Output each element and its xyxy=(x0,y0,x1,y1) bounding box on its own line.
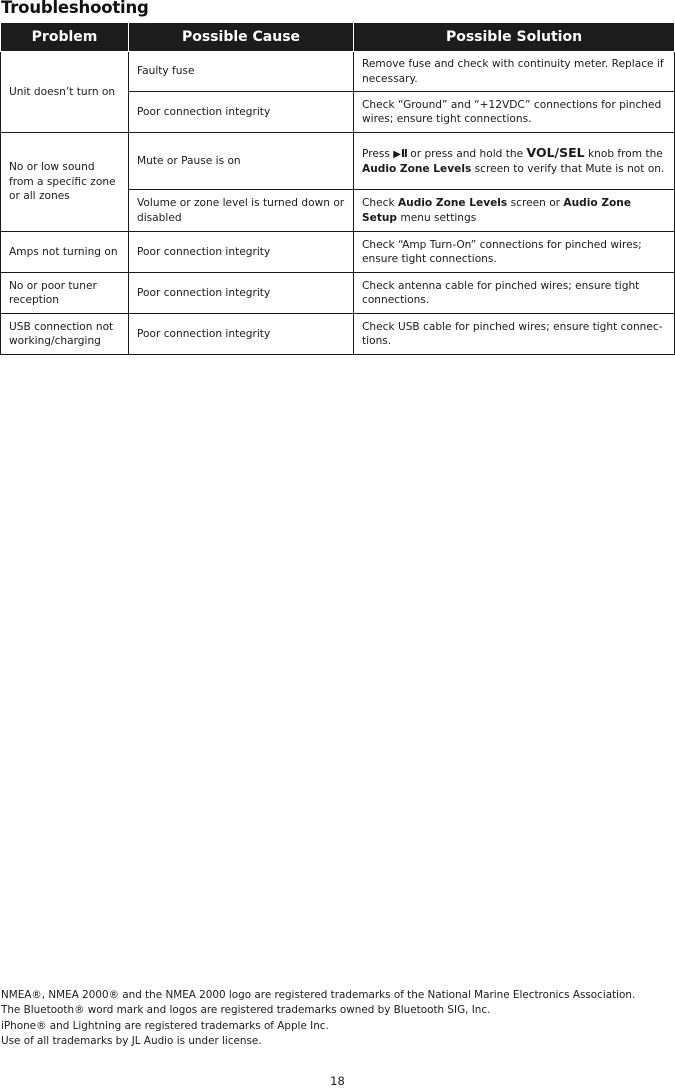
problem-cell: Amps not turning on xyxy=(1,232,129,273)
screen-name: Audio Zone Levels xyxy=(397,197,508,209)
problem-cell: USB connection not working/charging xyxy=(1,314,129,355)
solution-text: Check xyxy=(362,197,395,209)
trademark-line: iPhone® and Lightning are registered trademarks of Apple Inc. xyxy=(1,1019,329,1032)
table-header-row xyxy=(1,23,675,52)
solution-cell: Remove fuse and check with continuity meter. Replace if necessary. xyxy=(354,52,675,92)
solution-cell xyxy=(354,133,675,190)
solution-cell: Check USB cable for pinched wires; ensure tight connec-tions. xyxy=(354,314,675,355)
solution-text: Press xyxy=(362,147,390,160)
menu-name: Audio Zone Setup xyxy=(362,197,632,224)
solution-cell: Check “Amp Turn-On” connections for pinched wires; ensure tight connections. xyxy=(354,232,675,273)
table-row xyxy=(1,273,675,314)
header-problem: Problem xyxy=(1,23,129,52)
trademark-line: Use of all trademarks by JL Audio is under license. xyxy=(1,1034,262,1047)
play-icon: ▶ xyxy=(393,148,401,160)
solution-text: knob from the xyxy=(588,147,663,160)
solution-cell xyxy=(354,190,675,232)
table-row xyxy=(1,314,675,355)
trademark-notice xyxy=(1,988,635,1049)
cause-cell: Poor connection integrity xyxy=(129,92,354,133)
solution-text: screen to verify that Mute is not on. xyxy=(474,163,665,175)
table-row xyxy=(1,232,675,273)
solution-text: menu settings xyxy=(400,211,477,224)
solution-text: or press and hold the xyxy=(410,147,524,160)
table-row xyxy=(1,133,675,190)
trademark-line: The Bluetooth® word mark and logos are registered trademarks owned by Bluetooth SIG, Inc. xyxy=(1,1004,491,1017)
cause-cell: Poor connection integrity xyxy=(129,273,354,314)
problem-cell: No or poor tuner reception xyxy=(1,273,129,314)
problem-cell: No or low sound from a specific zone or all zones xyxy=(1,133,129,232)
cause-cell: Poor connection integrity xyxy=(129,232,354,273)
solution-text: screen or xyxy=(510,197,561,209)
cause-cell: Faulty fuse xyxy=(129,52,354,92)
page-title: Troubleshooting xyxy=(1,0,149,17)
header-possible-solution: Possible Solution xyxy=(354,23,675,52)
cause-cell: Volume or zone level is turned down or disabled xyxy=(129,190,354,232)
page-number: 18 xyxy=(330,1074,345,1088)
screen-name: Audio Zone Levels xyxy=(362,163,472,175)
trademark-line: NMEA®, NMEA 2000® and the NMEA 2000 logo are registered trademarks of the National Marine Electronics Association. xyxy=(1,989,636,1001)
solution-cell: Check antenna cable for pinched wires; ensure tight connections. xyxy=(354,273,675,314)
cause-cell: Mute or Pause is on xyxy=(129,133,354,190)
pause-icon: II xyxy=(400,147,407,160)
table-row xyxy=(1,52,675,92)
cause-cell: Poor connection integrity xyxy=(129,314,354,355)
solution-cell: Check “Ground” and “+12VDC” connections for pinched wires; ensure tight connections. xyxy=(354,92,675,133)
problem-cell: Unit doesn’t turn on xyxy=(1,52,129,133)
knob-name: VOL/SEL xyxy=(526,144,585,160)
header-possible-cause: Possible Cause xyxy=(129,23,354,52)
troubleshooting-table xyxy=(0,22,675,355)
